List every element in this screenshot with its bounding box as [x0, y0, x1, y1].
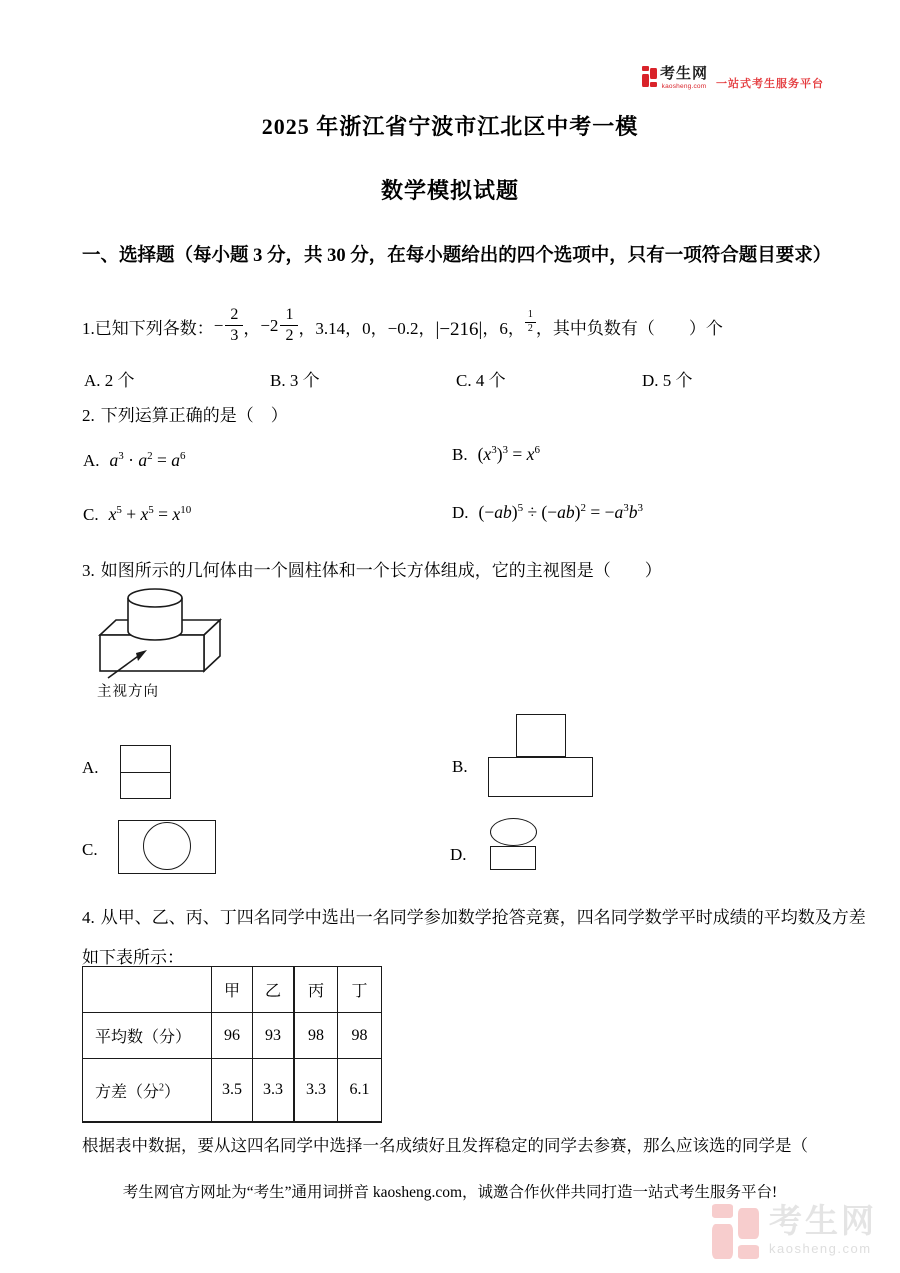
view-d-rect [490, 846, 536, 870]
q1-number: 1. [82, 319, 95, 338]
q1-option-a: A. 2 个 [84, 371, 135, 390]
brand-text [660, 66, 708, 90]
variance-jia: 3.5 [212, 1059, 253, 1123]
header-bing: 丙 [294, 967, 338, 1013]
watermark [712, 1204, 877, 1259]
doc-subtitle: 数学模拟试题 [380, 178, 519, 203]
q2-option-a: A. $a^3 \cdot a^2 = a^6$ [83, 450, 186, 470]
header-empty-cell [83, 967, 212, 1013]
brand-tagline: 一站式考生服务平台 [716, 78, 825, 90]
q1-options [82, 366, 872, 388]
watermark-domain: kaosheng.com [769, 1240, 872, 1256]
watermark-logo-icon [712, 1204, 759, 1259]
header-ding: 丁 [338, 967, 382, 1013]
q4-text-line1: 从甲、乙、丙、丁四名同学中选出一名同学参加数学抢答竞赛，四名同学数学平时成绩的平均数及方差 [100, 908, 866, 927]
q3-option-c-label: C. [82, 840, 98, 859]
header-jia: 甲 [212, 967, 253, 1013]
table-header-row [83, 967, 382, 1013]
q1-option-c: C. 4 个 [456, 371, 506, 390]
view-b-top-square [516, 714, 566, 757]
q3-number: 3. [82, 561, 95, 580]
question-1 [82, 288, 882, 348]
variance-yi: 3.3 [253, 1059, 295, 1123]
average-ding: 98 [338, 1013, 382, 1059]
scores-table [82, 966, 382, 1123]
brand-domain: kaosheng.com [661, 82, 707, 90]
q4-conclusion: 根据表中数据，要从这四名同学中选择一名成绩好且发挥稳定的同学去参赛，那么应该选的同学是（ [82, 1136, 808, 1155]
average-bing: 98 [294, 1013, 338, 1059]
footer-text: 考生网官方网址为“考生”通用词拼音 kaosheng.com，诚邀合作伙伴共同打造一站式考生服务平台! [122, 1184, 778, 1201]
q1-option-b: B. 3 个 [270, 371, 320, 390]
view-d-ellipse [490, 818, 537, 846]
q2-option-c: C. $x^5 + x^5 = x^{10}$ [83, 504, 192, 524]
q2-option-d: D. $(-ab)^5 \div (-ab)^2 = -a^3b^3$ [452, 502, 643, 522]
header-yi: 乙 [253, 967, 295, 1013]
question-2 [82, 401, 288, 426]
average-yi: 93 [253, 1013, 295, 1059]
q2-text: 下列运算正确的是（ ） [100, 406, 288, 425]
q3-option-a-label: A. [82, 758, 99, 777]
q1-fraction-neg-two-thirds: − $\frac{2}{3}$ [214, 305, 244, 346]
q1-fraction-one-half: 1 2 [525, 309, 536, 335]
question-3 [82, 556, 662, 581]
q1-mixed-number: −2 1 2 [260, 305, 298, 346]
q3-option-b-label: B. [452, 757, 468, 776]
q2-option-b: B. $(x^3)^3 = x^6$ [452, 444, 540, 464]
q4-number: 4. [82, 908, 95, 927]
section-heading: 一、选择题（每小题 3 分，共 30 分，在每小题给出的四个选项中，只有一项符合题目要求） [82, 246, 832, 266]
variance-label: 方差（分$^2$） [83, 1059, 212, 1123]
q2-number: 2. [82, 406, 95, 425]
view-a-figure [120, 745, 171, 799]
q1-mid-numbers-2: ，6， [482, 319, 525, 338]
average-label: 平均数（分） [83, 1013, 212, 1059]
q1-lead: 已知下列各数： [94, 319, 214, 338]
watermark-text [769, 1204, 877, 1256]
q4-text-line2: 如下表所示： [82, 948, 184, 967]
average-row [83, 1013, 382, 1059]
front-view-direction-label: 主视方向 [97, 684, 159, 700]
q1-separator: ， [243, 319, 261, 338]
variance-ding: 6.1 [338, 1059, 382, 1123]
q1-absolute-value: |−216| [435, 319, 483, 340]
question-4 [82, 903, 872, 928]
kaosheng-logo-icon [642, 66, 657, 87]
q1-tail: ，其中负数有（ ）个 [535, 319, 723, 338]
brand-logo [642, 66, 824, 91]
q1-option-d: D. 5 个 [642, 371, 693, 390]
q3-option-d-label: D. [450, 845, 467, 864]
watermark-brand: 考生网 [769, 1202, 877, 1239]
doc-title: 2025 年浙江省宁波市江北区中考一模 [261, 114, 639, 139]
view-c-circle [143, 822, 191, 870]
q3-text: 如图所示的几何体由一个圆柱体和一个长方体组成，它的主视图是（ ） [100, 561, 662, 580]
view-b-bottom-rect [488, 757, 593, 797]
variance-bing: 3.3 [294, 1059, 338, 1123]
q1-mid-numbers: ，3.14，0，−0.2， [298, 319, 436, 338]
average-jia: 96 [212, 1013, 253, 1059]
brand-name: 考生网 [660, 65, 709, 82]
variance-row [83, 1059, 382, 1123]
